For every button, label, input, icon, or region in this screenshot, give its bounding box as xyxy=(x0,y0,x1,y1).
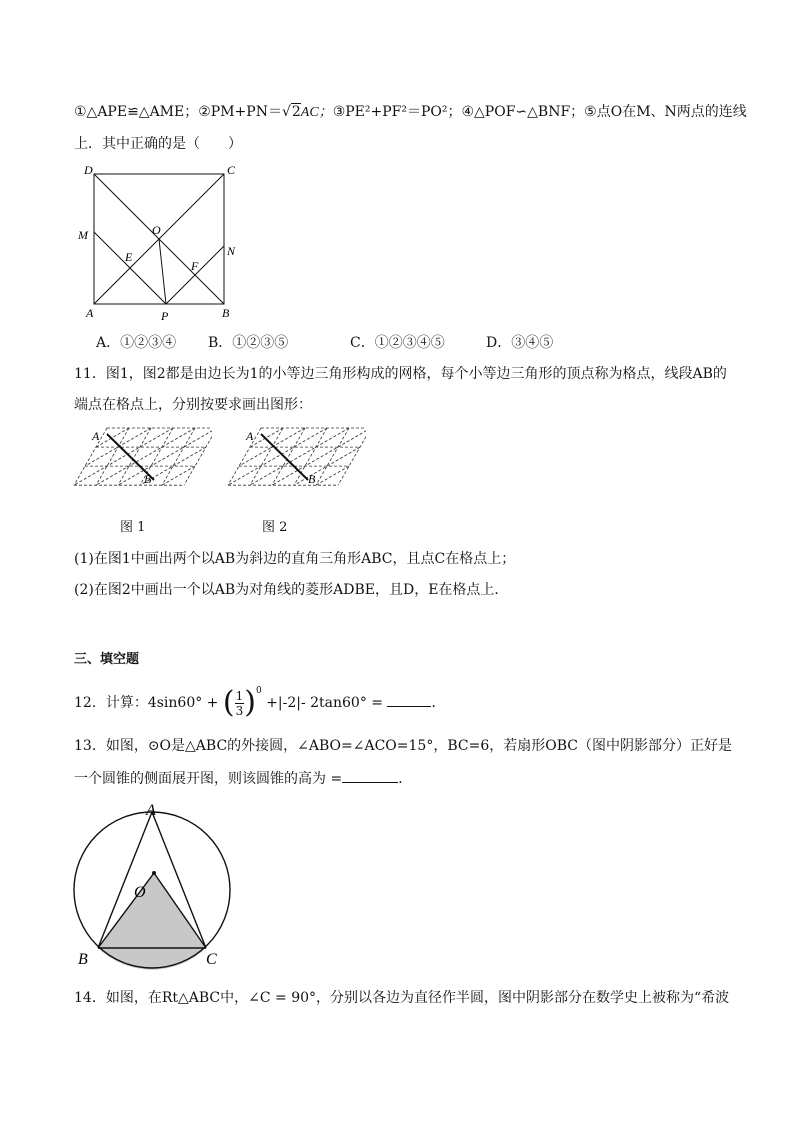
q10-statements xyxy=(74,102,747,123)
q12-line xyxy=(74,685,446,720)
q13-line1: 13．如图，⊙O是△ABC的外接圆，∠ABO=∠ACO=15°，BC=6，若扇形OBC（图中阴影部分）正好是 xyxy=(74,738,732,754)
q13-line2-suffix: ． xyxy=(398,771,413,787)
fig2-caption: 图 2 xyxy=(262,520,288,535)
label-C-circle: C xyxy=(206,951,217,968)
q12-fraction xyxy=(235,689,245,718)
q10-stmt4: ④△POF∽△BNF； xyxy=(461,104,585,120)
grid-line xyxy=(316,466,349,485)
q12-suffix: ． xyxy=(431,695,446,711)
fig1-label-A: A xyxy=(92,429,100,443)
grid-line xyxy=(96,428,129,447)
q11-part2: (2)在图2中画出一个以AB为对角线的菱形ADBE，且D，E在格点上． xyxy=(74,582,509,598)
q11-part1: (1)在图1中画出两个以AB为斜边的直角三角形ABC，且点C在格点上； xyxy=(74,551,516,567)
q13-line2-text: 一个圆锥的侧面展开图，则该圆锥的高为 = xyxy=(74,771,343,787)
q11-grid-figure-1 xyxy=(70,422,212,510)
label-F: F xyxy=(191,259,199,273)
grid-line xyxy=(250,428,283,447)
fraction-denominator: 3 xyxy=(235,703,244,718)
grid-line xyxy=(118,428,212,485)
q11-line2: 端点在格点上，分别按要求画出图形： xyxy=(74,397,312,413)
fig1-label-B: B xyxy=(144,472,152,486)
q12-term1: 4sin60° + xyxy=(147,695,219,711)
q10-stmt2-lhs: ②PM+PN＝ xyxy=(198,104,282,120)
segment-PO xyxy=(159,239,166,304)
q10-stmt2-radicand: 2 xyxy=(291,104,301,120)
q11-line1: 11．图1，图2都是由边长为1的小等边三角形构成的网格，每个小等边三角形的顶点称为格点，线段AB的 xyxy=(74,366,727,382)
grid-line xyxy=(184,428,212,485)
q13-answer-blank xyxy=(342,768,398,783)
q14-line1: 14．如图，在Rt△ABC中，∠C = 90°，分别以各边为直径作半圆，图中阴影部分在数学史上被称为“希波 xyxy=(74,990,730,1006)
grid-line xyxy=(338,428,366,485)
q10-line2: 上．其中正确的是（ ） xyxy=(74,136,242,152)
label-B: B xyxy=(222,306,230,320)
label-P: P xyxy=(161,309,169,322)
label-M: M xyxy=(78,228,88,242)
label-O-circle: O xyxy=(134,884,146,901)
label-N: N xyxy=(227,244,236,258)
q13-circle-figure xyxy=(72,796,252,972)
fraction-numerator: 1 xyxy=(235,688,244,703)
label-O: O xyxy=(152,223,161,237)
label-A: A xyxy=(86,306,94,320)
q12-term2: +|-2|- 2tan60° = xyxy=(266,695,384,711)
paren-left: ( xyxy=(222,685,235,720)
q10-option-c: C．①②③④⑤ xyxy=(350,335,445,351)
fig1-caption: 图 1 xyxy=(120,520,146,535)
q10-stmt2-rhs: AC； xyxy=(300,105,333,120)
q10-stmt5: ⑤点O在M、N两点的连线 xyxy=(584,104,747,120)
q10-square-figure xyxy=(74,160,244,322)
grid-line xyxy=(294,447,360,485)
grid-line xyxy=(162,466,195,485)
label-C: C xyxy=(227,163,236,177)
section-heading: 三、填空题 xyxy=(74,652,140,667)
fig2-label-A: A xyxy=(246,429,254,443)
grid-line xyxy=(74,428,173,485)
fig2-label-B: B xyxy=(308,472,316,486)
q11-grid-figure-2 xyxy=(224,422,366,510)
q10-option-a: A．①②③④ xyxy=(96,335,177,351)
q12-answer-blank xyxy=(387,692,431,707)
label-B-circle: B xyxy=(78,951,88,968)
label-D: D xyxy=(84,163,93,177)
paren-right: ) xyxy=(244,685,256,720)
shaded-region xyxy=(98,873,206,970)
q10-option-b: B．①②③⑤ xyxy=(208,335,289,351)
q12-prefix: 12．计算： xyxy=(74,695,148,711)
q10-option-d: D．③④⑤ xyxy=(486,335,554,351)
label-A-circle: A xyxy=(146,802,156,819)
label-E: E xyxy=(125,250,133,264)
segment-AB-fig2 xyxy=(261,434,308,480)
q10-stmt3: ③PE²+PF²＝PO²； xyxy=(332,104,462,120)
q12-exponent: 0 xyxy=(255,686,262,696)
sqrt-symbol: √ xyxy=(281,104,291,120)
q10-stmt1: ①△APE≌△AME； xyxy=(74,104,199,120)
grid-line xyxy=(272,428,366,485)
center-dot xyxy=(152,871,156,875)
q13-line2 xyxy=(74,768,412,789)
